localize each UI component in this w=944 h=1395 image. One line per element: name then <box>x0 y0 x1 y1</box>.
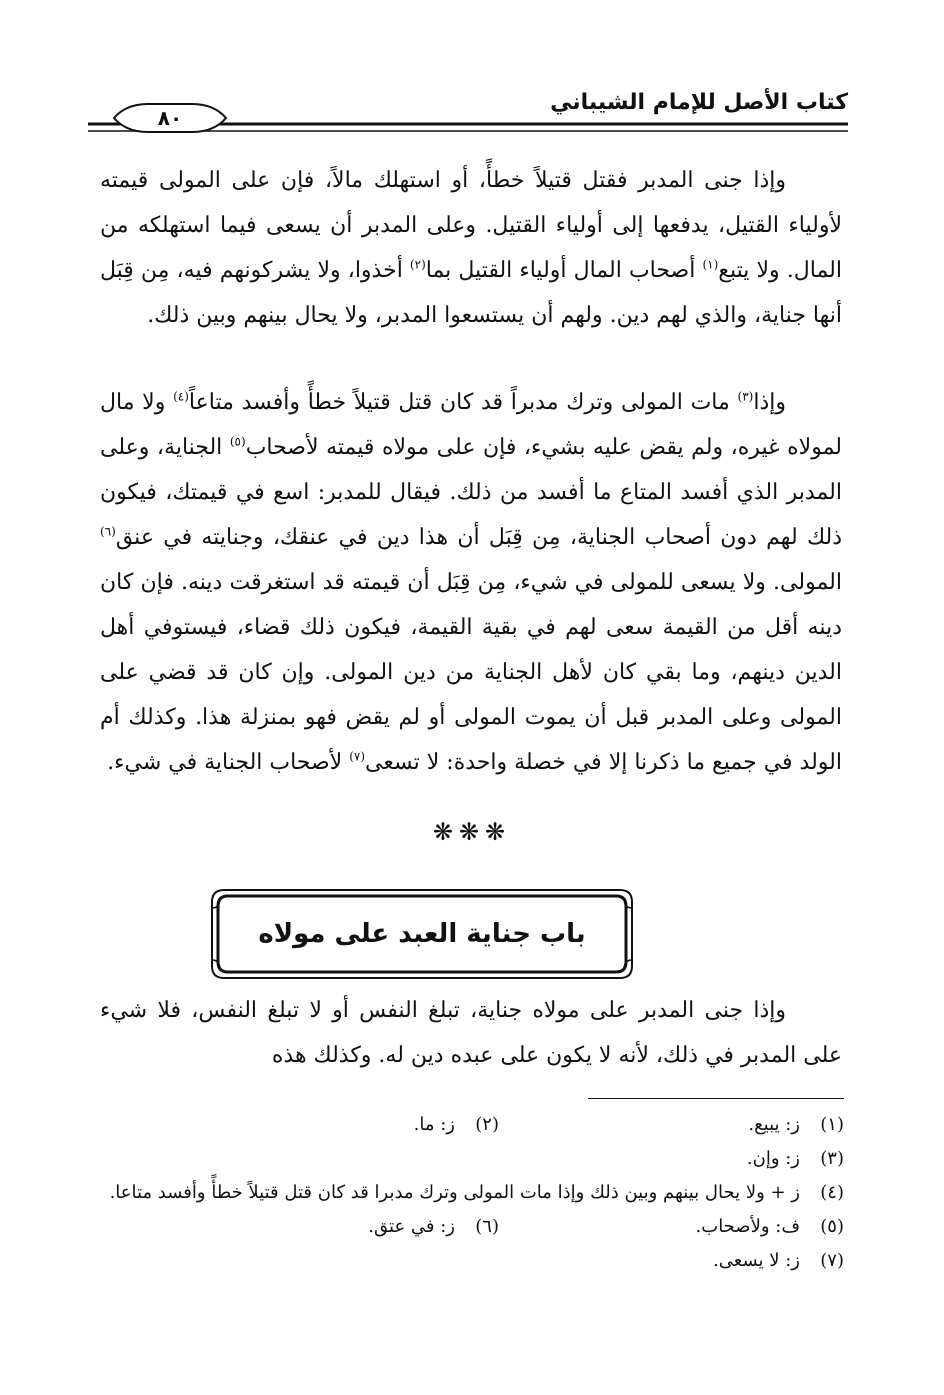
text-run: لأصحاب الجناية في شيء. <box>107 750 350 775</box>
footnote-ref-1[interactable]: (١) <box>702 257 719 272</box>
text-run: وإذا <box>753 390 786 415</box>
paragraph-3-text: وإذا جنى المدبر على مولاه جناية، تبلغ النفس أو لا تبلغ النفس، فلا شيء على المدبر في ذلك، لأنه لا يكون على عبده دين له. وكذلك هذه <box>100 998 842 1068</box>
footnote-ref-4[interactable]: (٤) <box>173 389 189 404</box>
paragraph-3 <box>100 988 842 1078</box>
footnote-ref-3[interactable]: (٣) <box>737 389 754 404</box>
footnote-text: ز: في عتق. <box>368 1216 455 1237</box>
footnote-text: ز: وإن. <box>746 1148 800 1169</box>
page-number: ٨٠ <box>157 106 183 130</box>
section-separator: ❋❋❋ <box>432 818 512 846</box>
footnote-number: (١) <box>820 1114 844 1135</box>
footnote-ref-2[interactable]: (٢) <box>409 257 426 272</box>
footnote-row <box>92 1176 844 1210</box>
footnote-3 <box>747 1142 844 1176</box>
footnote-text: ز: ما. <box>413 1114 455 1135</box>
footnote-row <box>92 1108 844 1142</box>
footnote-7 <box>713 1244 844 1278</box>
chapter-heading-frame <box>210 888 634 980</box>
book-title: كتاب الأصل للإمام الشيباني <box>550 90 848 115</box>
text-run: مات المولى وترك مدبراً قد كان قتل قتيلاً خطأً وأفسد متاعاً <box>188 390 738 415</box>
footnote-6 <box>154 1210 499 1244</box>
footnote-row <box>92 1142 844 1176</box>
text-run: أخذوا، ولا يشركونهم فيه، مِن قِبَل أنها جناية، والذي لهم دين. ولهم أن يستسعوا المدبر، ولا يحال بينهم وبين ذلك. <box>100 258 842 328</box>
footnote-ref-6[interactable]: (٦) <box>100 524 116 539</box>
text-run: أصحاب المال أولياء القتيل بما <box>425 258 703 283</box>
paragraph-2 <box>100 380 842 785</box>
footnote-number: (٧) <box>820 1250 844 1271</box>
footnote-number: (٣) <box>820 1148 844 1169</box>
text-run: المولى. ولا يسعى للمولى في شيء، مِن قِبَل أن قيمته قد استغرقت دينه. فإن كان دينه أقل من القيمة سعى لهم في بقية القيمة، فيكون ذلك قضاء، فيستوفي أهل الدين دينهم، وما بقي كان لأهل الجناية من دين المولى. وإن كان قد قضي على المولى وعلى المدبر قبل أن يموت المولى أو لم يقض فهو بمنزلة هذا. وكذلك أم الولد في جميع ما ذكرنا إلا في خصلة واحدة: لا تسعى <box>100 570 842 775</box>
footnote-text: ز: لا يسعى. <box>713 1250 800 1271</box>
footnote-1 <box>499 1108 844 1142</box>
text-run: ولا مال لمولاه غيره، ولم يقض عليه بشيء، فإن على مولاه قيمته لأصحاب <box>100 390 843 460</box>
footnote-ref-7[interactable]: (٧) <box>349 749 366 764</box>
text-run: الجناية، وعلى المدبر الذي أفسد المتاع ما أفسد من ذلك. فيقال للمدبر: اسع في قيمتك، فيكون ذلك لهم دون أصحاب الجناية، مِن قِبَل أن هذا دين في عنقك، وجنايته في عنق <box>100 435 842 550</box>
chapter-title: باب جناية العبد على مولاه <box>258 919 586 949</box>
footnote-number: (٥) <box>820 1216 844 1237</box>
footnote-ref-5[interactable]: (٥) <box>229 434 246 449</box>
footnote-row <box>92 1210 844 1244</box>
text-run: وإذا جنى المدبر فقتل قتيلاً خطأً، أو استهلك مالاً، فإن على المولى قيمته لأولياء القتيل، يدفعها إلى أولياء القتيل. وعلى المدبر أن يسعى فيما استهلكه من المال. ولا يتبع <box>100 168 842 283</box>
footnote-number: (٤) <box>820 1182 844 1203</box>
footnote-2 <box>154 1108 499 1142</box>
footnote-text: ز: يبيع. <box>748 1114 800 1135</box>
footnotes <box>92 1108 844 1278</box>
footnote-row <box>92 1244 844 1278</box>
footnote-4 <box>92 1176 844 1210</box>
footnote-number: (٦) <box>475 1216 499 1237</box>
footnote-rule <box>588 1098 844 1099</box>
footnote-text: ف: ولأصحاب. <box>695 1216 800 1237</box>
footnote-number: (٢) <box>475 1114 499 1135</box>
footnote-text: ز + ولا يحال بينهم وبين ذلك وإذا مات المولى وترك مدبرا قد كان قتل قتيلاً خطأً وأفسد متاعا. <box>109 1182 800 1203</box>
footnote-5 <box>499 1210 844 1244</box>
paragraph-1 <box>100 158 842 338</box>
